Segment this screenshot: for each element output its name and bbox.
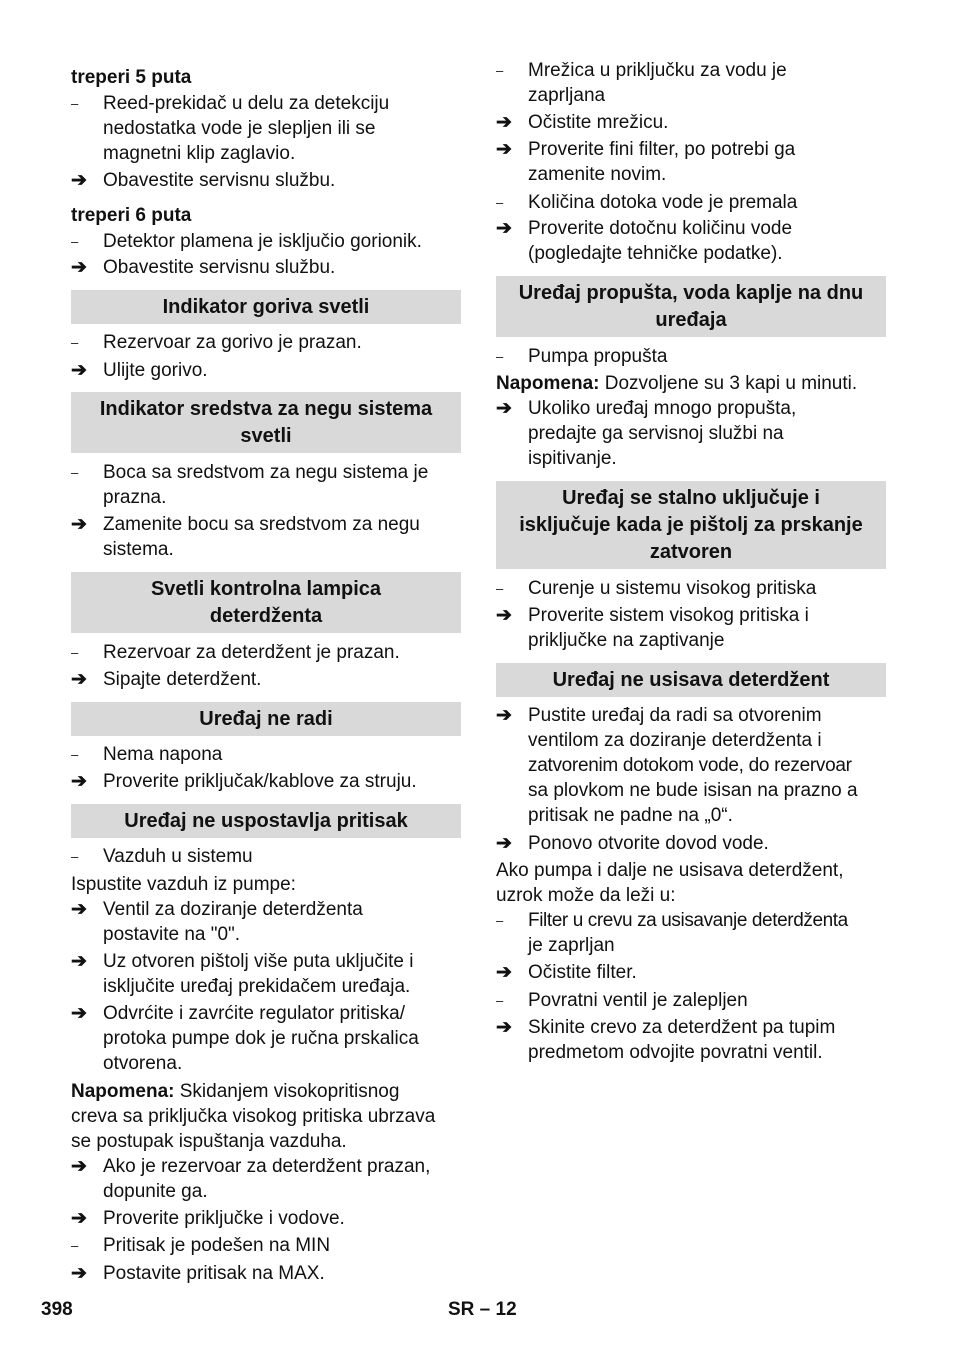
list-item	[71, 949, 461, 974]
section-title: zatvoren	[649, 540, 733, 563]
arrow-icon: ➔	[71, 514, 87, 535]
list-item	[496, 190, 886, 215]
section-heading	[71, 392, 461, 453]
item-text: Pustite uređaj da radi sa otvorenim	[528, 705, 822, 726]
list-item	[71, 769, 461, 794]
item-text: Povratni ventil je zalepljen	[528, 990, 748, 1011]
subheading: treperi 5 puta	[71, 67, 192, 88]
item-text: zatvorenim dotokom vode, do rezervoar	[528, 755, 852, 776]
item-text: Postavite pritisak na MAX.	[103, 1263, 325, 1284]
list-item-continuation	[71, 922, 461, 947]
section-title: Uređaj se stalno uključuje i	[562, 486, 820, 509]
arrow-icon: ➔	[71, 899, 87, 920]
dash-bullet: –	[71, 465, 79, 480]
arrow-icon: ➔	[496, 605, 512, 626]
dash-bullet: –	[496, 581, 504, 596]
subheading: treperi 6 puta	[71, 205, 192, 226]
list-item	[496, 988, 886, 1013]
arrow-icon: ➔	[496, 139, 512, 160]
list-item-continuation	[71, 116, 461, 141]
item-text: Ukoliko uređaj mnogo propušta,	[528, 398, 797, 419]
item-text: Zamenite bocu sa sredstvom za negu	[103, 514, 420, 535]
item-text: Uz otvoren pištolj više puta uključite i	[103, 951, 414, 972]
note-paragraph	[496, 371, 886, 396]
item-text: Mrežica u priključku za vodu je	[528, 60, 787, 81]
item-text: Obavestite servisnu službu.	[103, 257, 336, 278]
list-item-continuation	[496, 803, 886, 828]
note-text: Dozvoljene su 3 kapi u minuti.	[599, 373, 858, 394]
item-text: dopunite ga.	[103, 1181, 208, 1202]
item-text: sistema.	[103, 539, 174, 560]
list-item	[71, 640, 461, 665]
item-text: protoka pumpe dok je ručna prskalica	[103, 1028, 419, 1049]
arrow-icon: ➔	[71, 257, 87, 278]
item-text: Proverite sistem visokog pritiska i	[528, 605, 809, 626]
dash-bullet: –	[71, 335, 79, 350]
item-text: Proverite priključak/kablove za struju.	[103, 771, 417, 792]
section-heading	[496, 481, 886, 569]
item-text: Detektor plamena je isključio gorionik.	[103, 231, 422, 252]
arrow-icon: ➔	[71, 360, 87, 381]
list-item-continuation	[71, 141, 461, 166]
section-title: deterdženta	[209, 604, 323, 627]
item-text: Proverite priključke i vodove.	[103, 1208, 345, 1229]
list-item	[496, 216, 886, 241]
dash-bullet: –	[71, 747, 79, 762]
item-text: Reed-prekidač u delu za detekciju	[103, 93, 390, 114]
list-item	[496, 603, 886, 628]
list-item	[71, 897, 461, 922]
list-item	[496, 703, 886, 728]
list-item	[71, 91, 461, 116]
list-item-continuation	[71, 1179, 461, 1204]
dash-bullet: –	[496, 349, 504, 364]
list-item-continuation	[496, 933, 886, 958]
note-label: Napomena:	[496, 373, 600, 394]
item-text: Količina dotoka vode je premala	[528, 192, 798, 213]
note-paragraph	[71, 1079, 461, 1104]
item-text: Očistite mrežicu.	[528, 112, 669, 133]
arrow-icon: ➔	[496, 1017, 512, 1038]
list-item-continuation	[496, 1040, 886, 1065]
section-title: uređaja	[655, 308, 727, 331]
arrow-icon: ➔	[71, 669, 87, 690]
list-item-continuation	[71, 1051, 461, 1076]
arrow-icon: ➔	[496, 112, 512, 133]
section-title: Uređaj ne usisava deterdžent	[552, 668, 830, 691]
list-item	[71, 1154, 461, 1179]
arrow-icon: ➔	[71, 951, 87, 972]
list-item	[496, 344, 886, 369]
list-item	[496, 908, 886, 933]
list-item-continuation	[496, 446, 886, 471]
arrow-icon: ➔	[71, 1263, 87, 1284]
item-text: Rezervoar za gorivo je prazan.	[103, 332, 362, 353]
item-text: Ponovo otvorite dovod vode.	[528, 833, 769, 854]
item-text: nedostatka vode je slepljen ili se	[103, 118, 376, 139]
list-item-continuation	[496, 421, 886, 446]
list-item-continuation	[496, 753, 886, 778]
arrow-icon: ➔	[71, 1208, 87, 1229]
arrow-icon: ➔	[71, 170, 87, 191]
section-heading	[496, 276, 886, 337]
list-item	[71, 330, 461, 355]
list-item-continuation	[496, 241, 886, 266]
list-item-continuation	[71, 485, 461, 510]
arrow-icon: ➔	[71, 1156, 87, 1177]
section-title: isključuje kada je pištolj za prskanje	[519, 513, 863, 536]
section-title: Uređaj propušta, voda kaplje na dnu	[518, 281, 864, 304]
paragraph: Ako pumpa i dalje ne usisava deterdžent,	[496, 860, 844, 881]
dash-bullet: –	[496, 63, 504, 78]
section-page-label: SR – 12	[448, 1299, 517, 1320]
item-text: pritisak ne padne na „0“.	[528, 805, 733, 826]
item-text: ventilom za doziranje deterdženta i	[528, 730, 822, 751]
item-text: Skinite crevo za deterdžent pa tupim	[528, 1017, 836, 1038]
item-text: isključite uređaj prekidačem uređaja.	[103, 976, 411, 997]
paragraph: uzrok može da leži u:	[496, 885, 676, 906]
item-text: predmetom odvojite povratni ventil.	[528, 1042, 823, 1063]
list-item	[71, 1233, 461, 1258]
list-item	[71, 1261, 461, 1286]
list-item	[71, 168, 461, 193]
section-heading	[496, 663, 886, 697]
section-title: Indikator sredstva za negu sistema	[99, 397, 433, 420]
list-item	[496, 831, 886, 856]
item-text: Pumpa propušta	[528, 346, 668, 367]
item-text: Ventil za doziranje deterdženta	[103, 899, 363, 920]
list-item-continuation	[71, 974, 461, 999]
item-text: sa plovkom ne bude isisan na prazno a	[528, 780, 858, 801]
arrow-icon: ➔	[496, 218, 512, 239]
item-text: Boca sa sredstvom za negu sistema je	[103, 462, 429, 483]
paragraph: Ispustite vazduh iz pumpe:	[71, 874, 296, 895]
arrow-icon: ➔	[496, 962, 512, 983]
section-title: Svetli kontrolna lampica	[150, 577, 382, 600]
list-item	[496, 110, 886, 135]
arrow-icon: ➔	[71, 771, 87, 792]
section-heading	[71, 572, 461, 633]
list-item	[71, 1206, 461, 1231]
list-item	[71, 512, 461, 537]
dash-bullet: –	[71, 234, 79, 249]
item-text: Rezervoar za deterdžent je prazan.	[103, 642, 400, 663]
section-heading	[71, 804, 461, 838]
item-text: Ako je rezervoar za deterdžent prazan,	[103, 1156, 431, 1177]
item-text: Filter u crevu za usisavanje deterdženta	[528, 910, 848, 931]
dash-bullet: –	[496, 993, 504, 1008]
item-text: prazna.	[103, 487, 167, 508]
list-item	[71, 667, 461, 692]
item-text: priključke na zaptivanje	[528, 630, 725, 651]
note-text: Skidanjem visokopritisnog	[174, 1081, 400, 1102]
list-item	[71, 742, 461, 767]
list-item-continuation	[71, 537, 461, 562]
list-item	[71, 255, 461, 280]
list-item	[71, 844, 461, 869]
list-item	[71, 229, 461, 254]
item-text: je zaprljan	[528, 935, 615, 956]
item-text: Obavestite servisnu službu.	[103, 170, 336, 191]
item-text: Nema napona	[103, 744, 223, 765]
list-item	[496, 576, 886, 601]
item-text: Curenje u sistemu visokog pritiska	[528, 578, 817, 599]
note-paragraph: se postupak ispuštanja vazduha.	[71, 1131, 347, 1152]
item-text: (pogledajte tehničke podatke).	[528, 243, 783, 264]
list-item	[71, 358, 461, 383]
section-heading	[71, 702, 461, 736]
list-item	[496, 1015, 886, 1040]
item-text: Proverite fini filter, po potrebi ga	[528, 139, 796, 160]
arrow-icon: ➔	[496, 833, 512, 854]
dash-bullet: –	[71, 849, 79, 864]
arrow-icon: ➔	[71, 1003, 87, 1024]
item-text: Očistite filter.	[528, 962, 637, 983]
note-label: Napomena:	[71, 1081, 175, 1102]
item-text: postavite na "0".	[103, 924, 241, 945]
item-text: Vazduh u sistemu	[103, 846, 253, 867]
item-text: zamenite novim.	[528, 164, 667, 185]
list-item-continuation	[496, 83, 886, 108]
item-text: ispitivanje.	[528, 448, 617, 469]
item-text: otvorena.	[103, 1053, 183, 1074]
section-title: Indikator goriva svetli	[162, 295, 370, 318]
list-item	[496, 137, 886, 162]
arrow-icon: ➔	[496, 398, 512, 419]
item-text: Proverite dotočnu količinu vode	[528, 218, 793, 239]
list-item	[71, 460, 461, 485]
list-item	[496, 396, 886, 421]
dash-bullet: –	[496, 913, 503, 928]
dash-bullet: –	[71, 1238, 79, 1253]
item-text: Ulijte gorivo.	[103, 360, 208, 381]
list-item-continuation	[496, 628, 886, 653]
list-item-continuation	[496, 778, 886, 803]
section-title: Uređaj ne radi	[199, 707, 333, 730]
note-paragraph: creva sa priključka visokog pritiska ubrzava	[71, 1106, 436, 1127]
section-title: svetli	[240, 424, 292, 447]
list-item	[496, 960, 886, 985]
item-text: Pritisak je podešen na MIN	[103, 1235, 331, 1256]
list-item-continuation	[71, 1026, 461, 1051]
item-text: zaprljana	[528, 85, 606, 106]
section-title: Uređaj ne uspostavlja pritisak	[124, 809, 408, 832]
arrow-icon: ➔	[496, 705, 512, 726]
item-text: predajte ga servisnoj službi na	[528, 423, 784, 444]
section-heading	[71, 290, 461, 324]
list-item	[496, 58, 886, 83]
item-text: magnetni klip zaglavio.	[103, 143, 296, 164]
page-number: 398	[41, 1299, 73, 1320]
list-item	[71, 1001, 461, 1026]
item-text: Sipajte deterdžent.	[103, 669, 262, 690]
list-item-continuation	[496, 728, 886, 753]
dash-bullet: –	[496, 195, 504, 210]
list-item-continuation	[496, 162, 886, 187]
dash-bullet: –	[71, 645, 79, 660]
dash-bullet: –	[71, 96, 79, 111]
item-text: Odvrćite i zavrćite regulator pritiska/	[103, 1003, 405, 1024]
